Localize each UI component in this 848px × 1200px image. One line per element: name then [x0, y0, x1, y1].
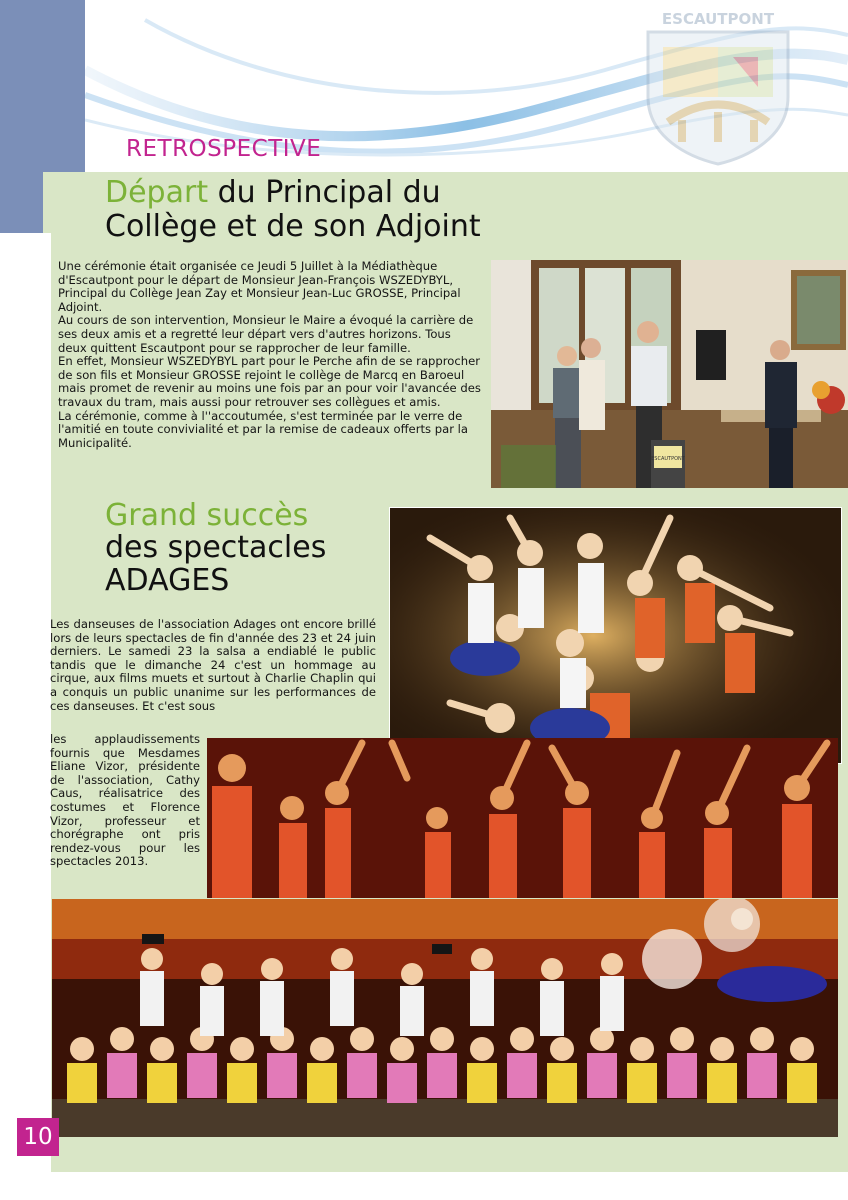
article-2-body-part-1: Les danseuses de l'association Adages ont encore brillé lors de leurs spectacles de fin d'année des 23 et 24 juin derniers. Le samedi 23 la salsa a endiablé le public tandis que le dimanche 24 c'est un hommage au cirque, aux films muets et surtout à Charlie Chaplin qui a conquis un public unanime sur les performances de ces danseuses. Et c'est sous	[50, 617, 376, 713]
article-1-title	[105, 176, 525, 243]
town-crest-emblem	[638, 2, 798, 167]
article-2-body-part-2: les applaudissements fournis que Mesdames Eliane Vizor, présidente de l'association, Cathy Caus, réalisatrice des costumes et Florence Vizor, professeur et chorégraphe ont pris rendez-vous pour les spectacles 2013.	[50, 732, 200, 869]
article-2-title	[105, 500, 385, 597]
article-1-paragraph: Au cours de son intervention, Monsieur le Maire a évoqué la carrière de ses deux amis et a regretté leur départ vers d'autres horizons. Tous deux quittent Escautpont pour se rapprocher de leur famille.	[58, 313, 474, 355]
podium-sign-text: ESCAUTPONT	[651, 456, 685, 462]
page-number: 10	[17, 1118, 59, 1156]
article-1-paragraph: En effet, Monsieur WSZEDYBYL part pour le Perche afin de se rapprocher de son fils et Monsieur GROSSE rejoint le collège de Marcq en Baroeul mais promet de revenir au moins une fois par an pour voir l'avancée des travaux du tram, mais aussi pour retrouver ses collègues et amis.	[58, 354, 481, 409]
article-1-body	[58, 260, 482, 450]
article-1-paragraph: Une cérémonie était organisée ce Jeudi 5 Juillet à la Médiathèque d'Escautpont pour le départ de Monsieur Jean-François WSZEDYBYL, Principal du Collège Jean Zay et Monsieur Jean-Luc GROSSE, Principal Adjoint.	[58, 259, 461, 314]
dancers-photo-circus	[389, 507, 842, 764]
article-2-title-accent: Grand succès	[105, 498, 309, 533]
article-1-paragraph: La cérémonie, comme à l''accoutumée, s'est terminée par le verre de l'amitié en toute convivialité et par la remise de cadeaux offerts par la Municipalité.	[58, 408, 468, 450]
article-2-title-line: des spectacles	[105, 530, 327, 566]
article-1-title-accent: Départ	[105, 175, 209, 210]
dancers-photo-salsa	[207, 738, 838, 898]
article-1-title-rest: du Principal du Collège et de son Adjoint	[105, 175, 481, 244]
dancers-photo-group-finale	[52, 899, 838, 1137]
article-2-title-line: ADAGES	[105, 562, 230, 598]
svg-text:ESCAUTPONT: ESCAUTPONT	[661, 10, 775, 28]
ceremony-photo	[491, 260, 848, 488]
section-label: RETROSPECTIVE	[126, 136, 322, 162]
